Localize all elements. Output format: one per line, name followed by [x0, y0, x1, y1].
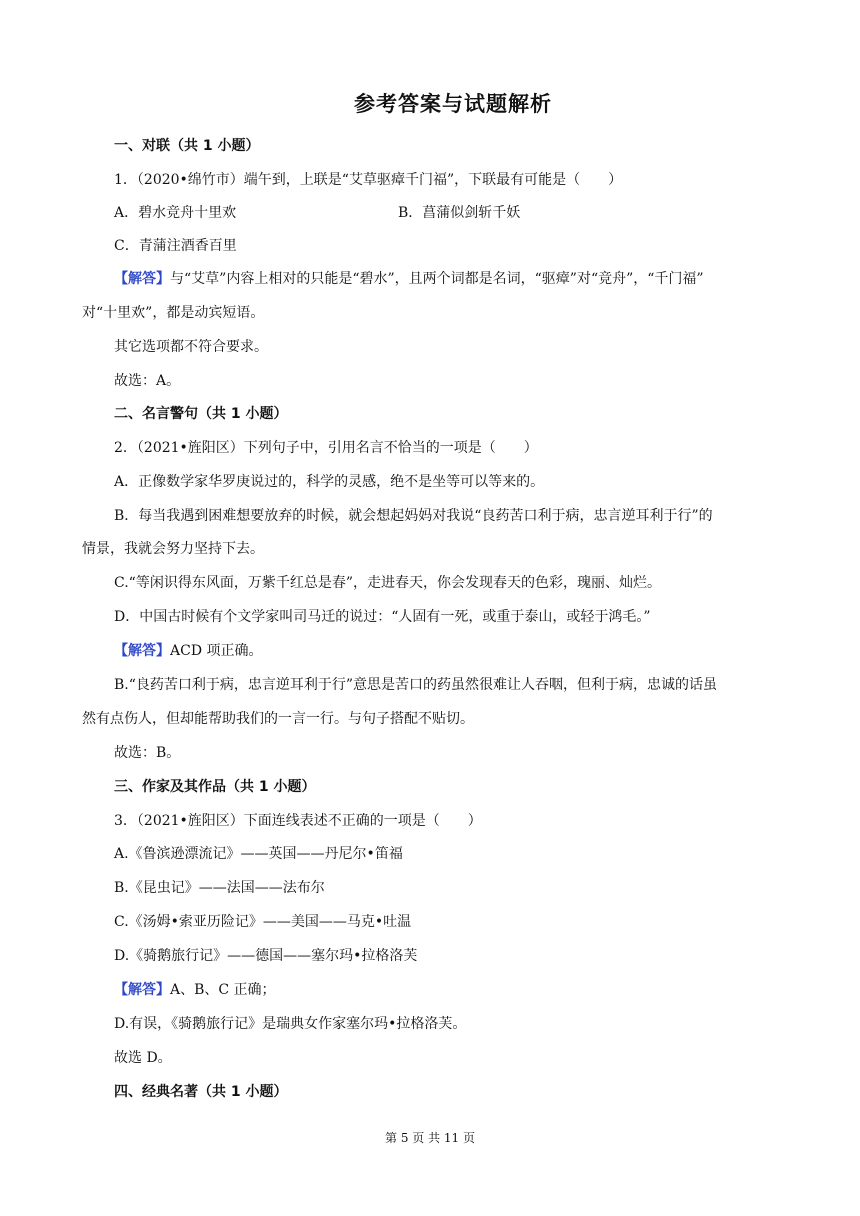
question-text: 2．（2021•旌阳区）下列句子中，引用名言不恰当的一项是（ ） — [114, 440, 538, 456]
section-heading: 四、经典名著（共 1 小题） — [114, 1084, 288, 1100]
section-heading: 一、对联（共 1 小题） — [114, 138, 260, 154]
answer-choice: 故选 D。 — [114, 1050, 172, 1066]
answer-text: 与“艾草”内容上相对的只能是“碧水”，且两个词都是名词，“驱瘴”对“竞舟”，“千门福” — [170, 271, 704, 287]
answer-line — [114, 269, 794, 289]
answer-choice: 故选：A。 — [114, 373, 181, 389]
option-c: C．青蒲注酒香百里 — [114, 238, 237, 254]
answer-text: 对“十里欢”，都是动宾短语。 — [82, 305, 265, 321]
option-row — [114, 203, 794, 223]
answer-text: 其它选项都不符合要求。 — [114, 339, 268, 355]
option-a: A．碧水竞舟十里欢 — [114, 205, 237, 221]
option-c: C.《汤姆•索亚历险记》——美国——马克•吐温 — [114, 914, 412, 930]
page-title: 参考答案与试题解析 — [354, 92, 552, 116]
page-footer: 第 5 页 共 11 页 — [385, 1131, 475, 1145]
answer-tag: 【解答】 — [114, 982, 170, 998]
answer-tag: 【解答】 — [114, 643, 170, 659]
answer-text: 然有点伤人，但却能帮助我们的一言一行。与句子搭配不贴切。 — [82, 711, 474, 727]
answer-text: D.有误，《骑鹅旅行记》是瑞典女作家塞尔玛•拉格洛芙。 — [114, 1016, 467, 1032]
section-heading: 三、作家及其作品（共 1 小题） — [114, 779, 316, 795]
option-a: A.《鲁滨逊漂流记》——英国——丹尼尔•笛福 — [114, 846, 403, 862]
question-text: 1．（2020•绵竹市）端午到，上联是“艾草驱瘴千门福”，下联最有可能是（ ） — [114, 172, 623, 188]
option-a: A．正像数学家华罗庚说过的，科学的灵感，绝不是坐等可以等来的。 — [114, 474, 545, 490]
answer-line — [114, 980, 794, 1000]
answer-tag: 【解答】 — [114, 271, 170, 287]
option-b-continued: 情景，我就会努力坚持下去。 — [82, 541, 264, 557]
section-heading: 二、名言警句（共 1 小题） — [114, 406, 288, 422]
option-b: B．每当我遇到困难想要放弃的时候，就会想起妈妈对我说“良药苦口利于病，忠言逆耳利于行”的 — [114, 508, 713, 524]
option-d: D.《骑鹅旅行记》——德国——塞尔玛•拉格洛芙 — [114, 948, 418, 964]
option-b: B.《昆虫记》——法国——法布尔 — [114, 880, 325, 896]
answer-text: A、B、C 正确； — [170, 982, 276, 998]
option-c: C.“等闲识得东风面，万紫千红总是春”，走进春天，你会发现春天的色彩，瑰丽、灿烂。 — [114, 575, 661, 591]
question-text: 3．（2021•旌阳区）下面连线表述不正确的一项是（ ） — [114, 813, 482, 829]
option-b: B．菖蒲似剑斩千妖 — [398, 205, 521, 221]
answer-choice: 故选：B。 — [114, 745, 181, 761]
answer-text: B.“良药苦口利于病，忠言逆耳利于行”意思是苦口的药虽然很难让人吞咽，但利于病，忠诚的话虽 — [114, 677, 718, 693]
answer-text: ACD 项正确。 — [170, 643, 263, 659]
option-d: D．中国古时候有个文学家叫司马迁的说过：“人固有一死，或重于泰山，或轻于鸿毛。” — [114, 609, 651, 625]
answer-line — [114, 641, 794, 661]
